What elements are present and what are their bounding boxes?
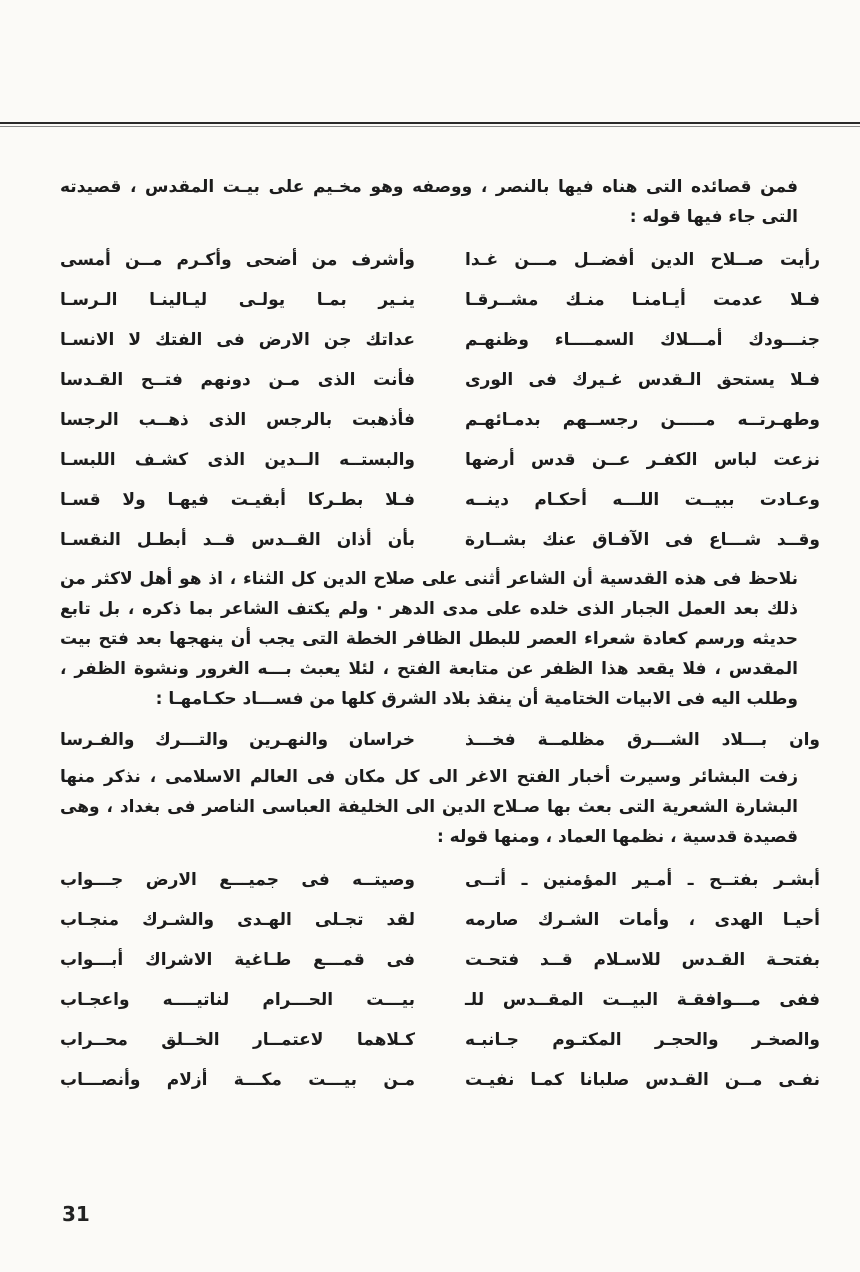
verse-line [60,1060,820,1100]
verse-line [60,900,820,940]
verse-line [60,280,820,320]
verse-line [60,360,820,400]
verse-second-hemistich: فـلا بطـركا أبقيـت فيهـا ولا قسـا [60,490,415,510]
verse-second-hemistich: وصيتــه فى جميـــع الارض جـــواب [60,870,415,890]
verse-second-hemistich: بيـــت الحـــرام لناتيــــه واعجـاب [60,990,415,1010]
intro-paragraph: فمن قصائده التى هناه فيها بالنصر ، ووصفه وهو مخـيم على بيـت المقدس ، قصيدته التى جاء فيها قوله : [60,177,798,227]
verse-line [60,860,820,900]
poem-al-imad [60,860,820,1100]
verse-second-hemistich: بأن أذان القــدس قــد أبطـل النقسـا [60,530,415,550]
verse-second-hemistich: فى قمـــع طـاغية الاشراك أبـــواب [60,950,415,970]
page-body [60,172,820,1104]
verse-second-hemistich: فأذهبت بالرجس الذى ذهــب الرجسا [60,410,415,430]
verse-first-hemistich: نزعت لباس الكفـر عــن قدس أرضها [465,450,820,470]
verse-line [60,440,820,480]
verse-second-hemistich: والبستــه الــدين الذى كشـف اللبسـا [60,450,415,470]
verse-first-hemistich: رأيت صــلاح الدين أفضــل مـــن غـدا [465,250,820,270]
verse-second-hemistich: فأنت الذى مـن دونهم فتــح القـدسا [60,370,415,390]
verse-first-hemistich: بفتحـة القـدس للاسـلام قــد فتحـت [465,950,820,970]
verse-line [60,320,820,360]
verse-first-hemistich: وان بـــلاد الشـــرق مظلمــة فخـــذ [465,730,820,750]
commentary-paragraph: نلاحظ فى هذه القدسية أن الشاعر أثنى على صلاح الدين كل الثناء ، اذ هو أهل لاكثر من ذلك بعد العمل الجبار الذى خلده على مدى الدهر · ولم يكتف الشاعر بما ذكره ، بل تابع حديثه ورسم كعادة شعراء العصر للبطل الظافر الخطة التى يجب أن ينهجها بعد فتح بيت المقدس ، فلا يقعد هذا الظفر عن متابعة الفتح ، لئلا يعبث بـــه الغرور ونشوة الظفر ، وطلب اليه فى الابيات الختامية أن ينقذ بلاد الشرق كلها من فســـاد حكـامهـا : [60,569,798,709]
verse-first-hemistich: نفـى مــن القـدس صلبانا كمـا نفيـت [465,1070,820,1090]
verse-second-hemistich: ينـير بمـا يولـى ليـالينـا الـرسـا [60,290,415,310]
verse-second-hemistich: وأشرف من أضحى وأكـرم مــن أمسى [60,250,415,270]
verse-first-hemistich: فـلا يستحق الـقدس غـيرك فى الورى [465,370,820,390]
verse-line [60,520,820,560]
news-paragraph: زفت البشائر وسيرت أخبار الفتح الاغر الى كل مكان فى العالم الاسلامى ، نذكر منها البشارة الشعرية التى بعث بها صـلاح الدين الى الخليفة العباسى الناصر فى بغداد ، وهى قصيدة قدسية ، نظمها العماد ، ومنها قوله : [60,767,798,847]
verse-line [60,480,820,520]
verse-first-hemistich: وقــد شـــاع فى الآفـاق عنك بشــارة [465,530,820,550]
verse-line [60,980,820,1020]
verse-second-hemistich: خراسان والنهـرين والتـــرك والفـرسا [60,730,415,750]
verse-first-hemistich: أحيـا الهدى ، وأمات الشـرك صارمه [465,910,820,930]
verse-first-hemistich: وعـادت ببيــت اللـــه أحكـام دينــه [465,490,820,510]
verse-first-hemistich: جنـــودك أمـــلاك السمــــاء وظنهـم [465,330,820,350]
verse-second-hemistich: لقد تجـلى الهـدى والشـرك منجـاب [60,910,415,930]
verse-first-hemistich: أبشـر بفتــح ـ أمـير المؤمنين ـ أتــى [465,870,820,890]
verse-line-single [60,720,820,760]
verse-line [60,1020,820,1060]
verse-first-hemistich: وطهـرتــه مـــــن رجســهم بدمـائهـم [465,410,820,430]
verse-first-hemistich: ففى مـــوافقـة البيــت المقــدس للـ [465,990,820,1010]
verse-first-hemistich: والصخـر والحجـر المكتـوم جـانبـه [465,1030,820,1050]
verse-second-hemistich: مـن بيـــت مكـــة أزلام وأنصـــاب [60,1070,415,1090]
top-rule [0,122,860,124]
verse-line [60,940,820,980]
page-number: 31 [62,1202,90,1226]
top-rule-shadow [0,126,860,127]
verse-second-hemistich: عداتك جن الارض فى الفتك لا الانسـا [60,330,415,350]
verse-second-hemistich: كـلاهما لاعتمــار الخــلق محــراب [60,1030,415,1050]
verse-first-hemistich: فـلا عدمت أيـامنـا منـك مشــرقـا [465,290,820,310]
verse-line [60,240,820,280]
verse-line [60,400,820,440]
poem-salah-al-din [60,240,820,560]
